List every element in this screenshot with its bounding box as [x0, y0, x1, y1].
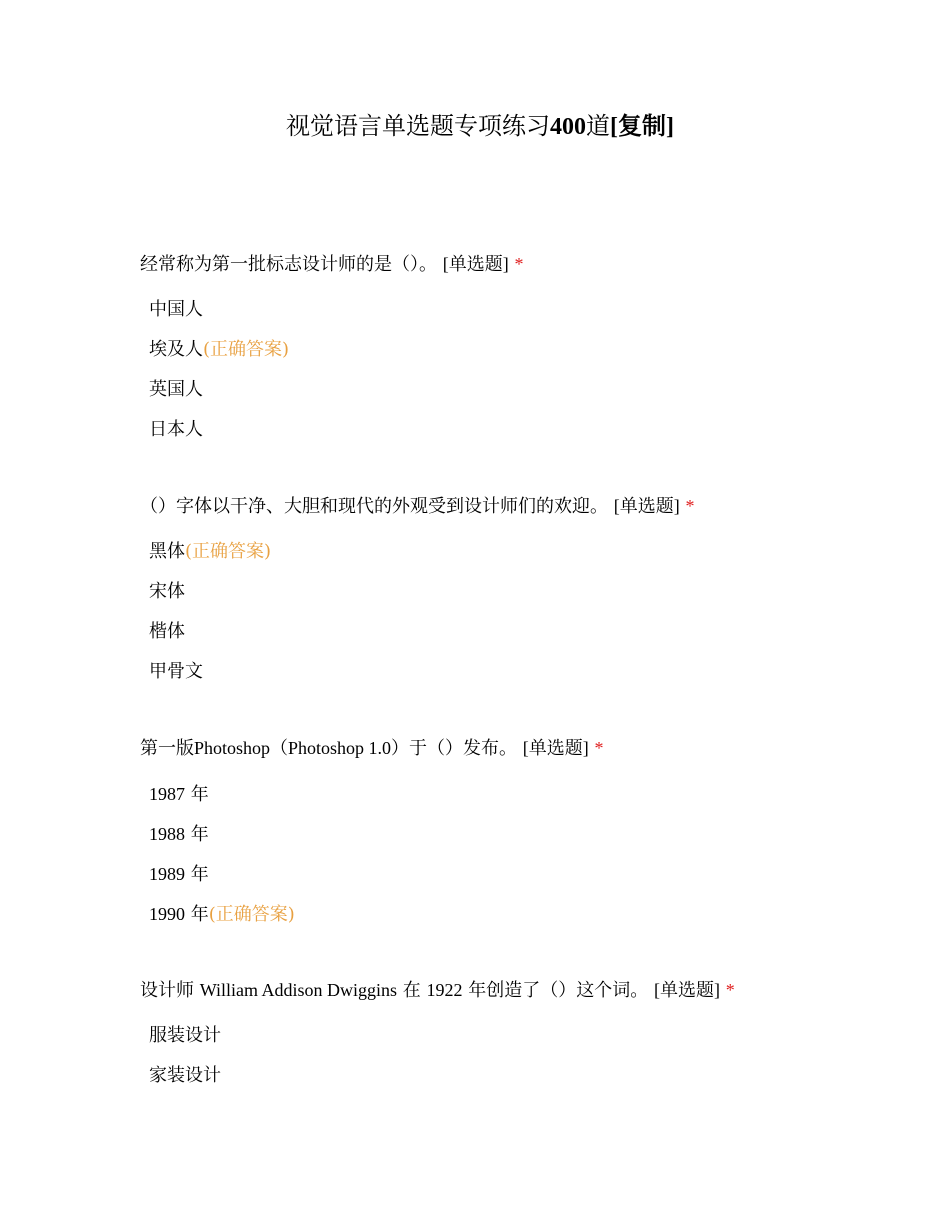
option-list — [140, 538, 900, 698]
option-c[interactable] — [149, 860, 900, 900]
option-year: 1990 — [149, 904, 185, 924]
option-b[interactable] — [149, 820, 900, 860]
option-text: 甲骨文 — [149, 661, 203, 682]
correct-answer-label: (正确答案) — [203, 339, 290, 360]
option-text: 日本人 — [149, 419, 203, 440]
option-text: 埃及人 — [149, 339, 203, 360]
title-text: 视觉语言单选题专项练习 — [286, 112, 550, 140]
question-text-year: 1922 — [426, 980, 463, 1000]
option-text: 黑体 — [149, 541, 185, 562]
question-text: （）字体以干净、大胆和现代的外观受到设计师们的欢迎。 — [140, 496, 608, 517]
title-number: 400 — [550, 114, 586, 140]
question-text: 设计师 — [140, 980, 194, 1001]
option-text: 中国人 — [149, 299, 203, 320]
option-d[interactable] — [149, 416, 900, 456]
option-list — [140, 296, 900, 456]
option-year: 1987 — [149, 784, 185, 804]
question-text: 于（）发布。 — [409, 738, 518, 759]
question-text-latin: William Addison Dwiggins — [199, 980, 398, 1000]
required-mark: * — [685, 496, 695, 516]
option-a[interactable] — [149, 1022, 900, 1062]
correct-answer-label: (正确答案) — [208, 904, 295, 925]
question-1 — [140, 250, 900, 456]
question-stem — [140, 734, 900, 762]
question-4 — [140, 976, 900, 1102]
title-text-unit: 道 — [586, 112, 610, 140]
option-year: 1988 — [149, 824, 185, 844]
question-type-label: [单选题] — [522, 738, 589, 758]
option-unit: 年 — [190, 784, 209, 805]
option-c[interactable] — [149, 376, 900, 416]
question-2 — [140, 492, 900, 698]
required-mark: * — [725, 980, 735, 1000]
title-copy-tag: [复制] — [610, 114, 674, 140]
question-type-label: [单选题] — [442, 254, 509, 274]
question-stem — [140, 492, 900, 520]
question-stem — [140, 976, 900, 1004]
question-text: 年创造了（）这个词。 — [468, 980, 649, 1001]
question-text: 第一版 — [140, 738, 194, 759]
option-b[interactable] — [149, 336, 900, 376]
option-d[interactable] — [149, 658, 900, 698]
option-text: 楷体 — [149, 621, 185, 642]
question-text: 在 — [402, 980, 421, 1001]
option-c[interactable] — [149, 618, 900, 658]
question-type-label: [单选题] — [613, 496, 680, 516]
option-unit: 年 — [190, 864, 209, 885]
option-d[interactable] — [149, 900, 900, 940]
option-a[interactable] — [149, 296, 900, 336]
option-text: 英国人 — [149, 379, 203, 400]
option-unit: 年 — [190, 904, 209, 925]
question-text: 经常称为第一批标志设计师的是（）。 — [140, 254, 437, 275]
option-b[interactable] — [149, 1062, 900, 1102]
option-year: 1989 — [149, 864, 185, 884]
question-3 — [140, 734, 900, 940]
option-text: 家装设计 — [149, 1065, 221, 1086]
option-text: 宋体 — [149, 581, 185, 602]
option-text: 服装设计 — [149, 1025, 221, 1046]
option-unit: 年 — [190, 824, 209, 845]
question-stem — [140, 250, 900, 278]
question-text-latin: Photoshop（Photoshop 1.0） — [194, 738, 410, 758]
option-b[interactable] — [149, 578, 900, 618]
option-a[interactable] — [149, 780, 900, 820]
page-title — [0, 110, 950, 143]
question-type-label: [单选题] — [653, 980, 720, 1000]
option-list — [140, 1022, 900, 1102]
correct-answer-label: (正确答案) — [185, 541, 272, 562]
required-mark: * — [594, 738, 604, 758]
required-mark: * — [514, 254, 524, 274]
option-list — [140, 780, 900, 940]
option-a[interactable] — [149, 538, 900, 578]
